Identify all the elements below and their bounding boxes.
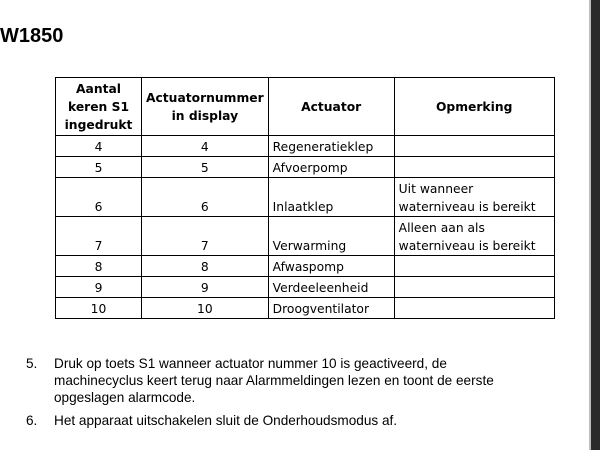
cell-actuator: Droogventilator [268,298,394,319]
cell-remark [394,256,554,277]
cell-actuator: Afwaspomp [268,256,394,277]
model-title: W1850 [0,25,64,47]
step-text: Het apparaat uitschakelen sluit de Onderhoudsmodus af. [54,413,398,428]
cell-count: 10 [56,298,142,319]
table-row [56,256,555,277]
step-number: 6. [26,413,38,428]
cell-count: 7 [56,217,142,256]
header-remark: Opmerking [394,78,554,136]
cell-count: 8 [56,256,142,277]
table-row [56,157,555,178]
cell-display: 6 [142,178,269,217]
cell-count: 5 [56,157,142,178]
cell-actuator: Regeneratieklep [268,136,394,157]
table-header-row [56,78,555,136]
cell-count: 6 [56,178,142,217]
cell-remark [394,298,554,319]
header-count: Aantal keren S1 ingedrukt [56,78,142,136]
table-row [56,217,555,256]
cell-count: 4 [56,136,142,157]
cell-actuator: Verdeeleenheid [268,277,394,298]
cell-display: 8 [142,256,269,277]
instruction-steps [26,355,496,435]
cell-actuator: Afvoerpomp [268,157,394,178]
cell-display: 7 [142,217,269,256]
cell-display: 5 [142,157,269,178]
table-row [56,277,555,298]
page-edge [591,0,600,450]
cell-remark: Uit wanneer waterniveau is bereikt [394,178,554,217]
step-item [26,355,496,406]
cell-actuator: Verwarming [268,217,394,256]
table-row [56,136,555,157]
cell-display: 10 [142,298,269,319]
actuator-table [55,77,555,319]
step-text: Druk op toets S1 wanneer actuator nummer 10 is geactiveerd, de machinecyclus keert terug naar Alarmmeldingen lezen en toont de eerste opgeslagen alarmcode. [54,356,494,405]
cell-remark [394,277,554,298]
cell-remark [394,136,554,157]
header-display-number: Actuatornummer in display [142,78,269,136]
cell-actuator: Inlaatklep [268,178,394,217]
cell-count: 9 [56,277,142,298]
cell-display: 4 [142,136,269,157]
header-actuator: Actuator [268,78,394,136]
step-number: 5. [26,356,38,371]
step-item [26,412,496,429]
table-row [56,178,555,217]
table-row [56,298,555,319]
cell-remark [394,157,554,178]
cell-display: 9 [142,277,269,298]
cell-remark: Alleen aan als waterniveau is bereikt [394,217,554,256]
